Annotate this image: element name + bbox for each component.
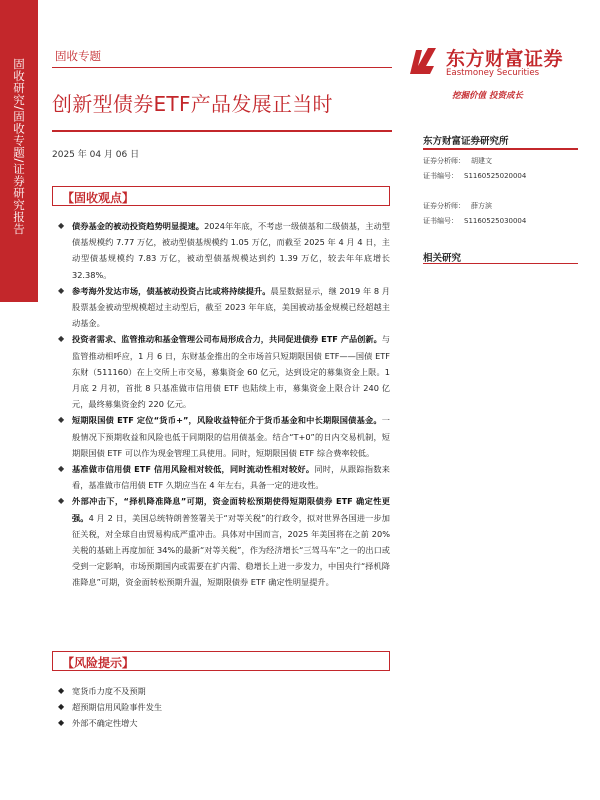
bullet-body: 2024年年底，不考虑一级债基和二级债基，主动型债基规模约 7.77 万亿，被动型债基规模约 1.05 万亿，而截至 2025 年 4 月 4 日，主动型债基规模约 7.83 万亿，被动型债基规模达到约 1.39 万亿，较去年年底增长 32.38%。: [72, 221, 390, 280]
diamond-bullet-icon: ◆: [58, 334, 65, 344]
list-item: [58, 218, 390, 283]
page-title: 创新型债券ETF产品发展正当时: [52, 92, 333, 116]
brand-name-en: Eastmoney Securities: [446, 68, 540, 78]
diamond-bullet-icon: ◆: [58, 686, 65, 695]
bullet-lead: 短期限国债 ETF 定位“货币+”，风险收益特征介于货币基金和中长期限国债基金。: [72, 415, 382, 426]
brand-name-cn: 东方财富证券: [446, 48, 564, 70]
analyst-cert-label: 证书编号：: [423, 172, 458, 180]
analyst-cert: S1160525030004: [464, 217, 527, 225]
bullet-lead: 基准做市信用债 ETF 信用风险相对较低，同时流动性相对较好。: [72, 464, 315, 475]
sidebar-category: 固收研究/固收专题/证券研究报告: [12, 58, 26, 235]
bullet-body: 一般情况下预期收益和风险也低于同期限的信用债基金。结合“T+0”的日内交易机制，短期限国债 ETF 可以作为现金管理工具使用。同时，短期限国债 ETF 综合费率较低。: [72, 415, 390, 458]
risk-text: 外部不确定性增大: [72, 718, 138, 729]
analyst-name: 薛方滨: [471, 202, 492, 210]
diamond-bullet-icon: ◆: [58, 496, 65, 506]
analyst-cert-row: [423, 171, 526, 181]
brand-logo-icon: [406, 44, 442, 78]
bullet-lead: 参考海外发达市场，债基被动投资占比或将持续提升。: [72, 285, 271, 296]
bullet-body: 与监管推动相呼应，1 月 6 日，东财基金推出的全市场首只短期限国债 ETF——国债 ETF 东财（511160）在上交所上市交易，募集资金 60 亿元，达到设定的募集资金上限。1 月底 2 月初，首批 8 只基准做市信用债 ETF 也陆续上市，募集资金上限合计 240 亿元，最终募集资金约 220 亿元。: [72, 334, 390, 410]
analyst-role-label: 证券分析师：: [423, 157, 465, 165]
views-heading: 【固收观点】: [62, 191, 135, 205]
list-item: [58, 461, 390, 493]
analyst-cert-row: [423, 216, 526, 226]
analyst-name: 胡建文: [471, 157, 492, 165]
diamond-bullet-icon: ◆: [58, 415, 65, 425]
risk-text: 超预期信用风险事件发生: [72, 702, 163, 713]
analyst-cert-label: 证书编号：: [423, 217, 458, 225]
risk-list: [58, 683, 390, 732]
report-date: 2025 年 04 月 06 日: [52, 150, 140, 160]
analyst-name-row: [423, 201, 492, 211]
header-divider-bottom: [52, 130, 392, 132]
analyst-name-row: [423, 156, 492, 166]
analyst-cert: S1160525020004: [464, 172, 527, 180]
institute-name: 东方财富证券研究所: [423, 136, 509, 147]
list-item: [58, 683, 390, 699]
bullet-lead: 外部冲击下，“择机降准降息”可期，资金面转松预期使得短期限债券 ETF 确定性更强。: [72, 496, 390, 523]
risk-text: 宽货币力度不及预期: [72, 686, 146, 696]
related-research-heading: 相关研究: [423, 253, 462, 264]
header-divider-top: [52, 67, 392, 68]
bullet-lead: 债券基金的被动投资趋势明显提速。: [72, 221, 205, 231]
analyst-role-label: 证券分析师：: [423, 202, 465, 210]
bullet-body: 4 月 2 日，美国总统特朗普签署关于“对等关税”的行政令，拟对世界各国进一步加征关税，对全球自由贸易构成严重冲击。具体对中国而言，2025 年美国将在之前 20%关税的基础上再度加征 34%的最新“对等关税”，作为经济增长“三驾马车”之一的出口或受到一定影响，市场预期国内或需要在扩内需、稳增长上进一步发力，中国央行“择机降准降息”可期，资金面转松预期升温，短期限债券 ETF 确定性明显提升。: [72, 512, 390, 588]
diamond-bullet-icon: ◆: [58, 464, 65, 474]
list-item: [58, 715, 390, 731]
diamond-bullet-icon: ◆: [58, 718, 65, 728]
list-item: [58, 699, 390, 715]
bullet-lead: 投资者需求、监管推动和基金管理公司布局形成合力，共同促进债券 ETF 产品创新。: [72, 334, 382, 345]
brand-logo: [406, 44, 576, 78]
report-type-tag: 固收专题: [55, 49, 101, 63]
bullet-body: 晨星数据显示，继 2019 年 8 月股票基金被动型规模超过主动型后，截至 2023 年年底，美国被动基金规模已经超越主动基金。: [72, 285, 390, 329]
diamond-bullet-icon: ◆: [58, 702, 65, 712]
views-list: [58, 218, 390, 591]
diamond-bullet-icon: ◆: [58, 285, 65, 295]
bullet-body: 同时，从跟踪指数来看，基准做市信用债 ETF 久期应当在 4 年左右，具备一定的进攻性。: [72, 464, 390, 491]
list-item: [58, 331, 390, 412]
risk-heading: 【风险提示】: [62, 656, 135, 670]
list-item: [58, 493, 390, 590]
diamond-bullet-icon: ◆: [58, 221, 65, 230]
list-item: [58, 412, 390, 461]
brand-slogan: 挖掘价值 投资成长: [452, 91, 523, 101]
related-divider: [423, 263, 578, 264]
list-item: [58, 283, 390, 332]
institute-divider: [423, 148, 578, 150]
